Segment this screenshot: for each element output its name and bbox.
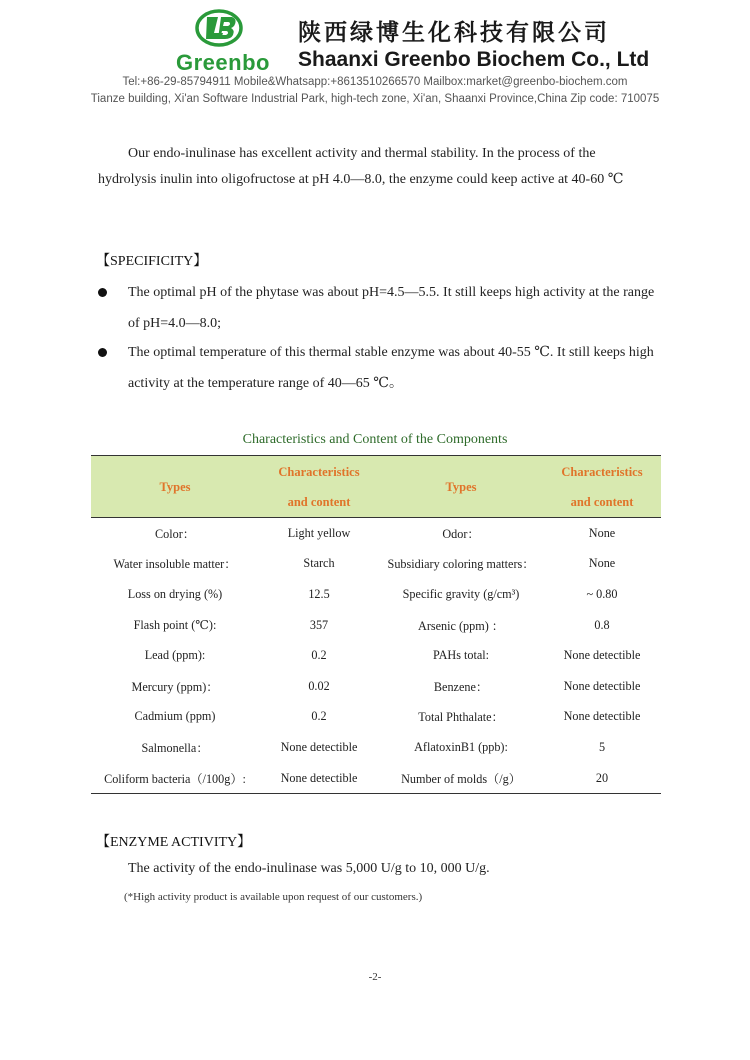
header-char-line1: Characteristics <box>278 464 360 479</box>
table-cell: Arsenic (ppm) ： <box>418 618 504 633</box>
table-cell: 5 <box>598 739 606 754</box>
table-cell: None detectible <box>563 648 641 663</box>
table-cell: Lead (ppm): <box>144 648 206 663</box>
company-address: Tianze building, Xi'an Software Industrial Park, high-tech zone, Xi'an, Shaanxi Province,China Zip code: 710075 <box>90 93 660 105</box>
table-cell: Mercury (ppm)： <box>131 679 219 694</box>
table-cell: 20 <box>543 763 661 794</box>
table-cell: PAHs total: <box>432 648 490 663</box>
header-characteristics <box>543 456 661 518</box>
table-row <box>91 579 661 610</box>
bullet-icon <box>98 288 107 297</box>
table-cell: 0.8 <box>594 617 610 632</box>
components-table <box>91 455 661 794</box>
table-row <box>91 549 661 580</box>
brand-name: Greenbo <box>176 50 270 75</box>
table-cell: None detectible <box>259 763 379 794</box>
table-cell: Subsidiary coloring matters： <box>387 557 535 572</box>
intro-paragraph <box>98 141 654 193</box>
table-cell: Number of molds（/g） <box>379 763 543 794</box>
table-row <box>91 671 661 702</box>
bullet-icon <box>98 348 107 357</box>
table-cell: None detectible <box>280 739 358 754</box>
table-cell: Light yellow <box>287 525 351 540</box>
company-name-chinese: 陕西绿博生化科技有限公司 <box>298 20 610 46</box>
specificity-bullet <box>98 337 658 399</box>
header-types: Types <box>91 456 259 518</box>
table-header-row <box>91 456 661 518</box>
table-cell: 12.5 <box>308 586 330 601</box>
table-cell: None detectible <box>563 709 641 724</box>
table-row <box>91 702 661 733</box>
table-cell: Flash point (℃): <box>133 617 217 632</box>
table-title: Characteristics and Content of the Components <box>242 432 508 447</box>
header-char-line1: Characteristics <box>561 464 643 479</box>
greenbo-logo-icon <box>194 8 244 48</box>
table-row <box>91 610 661 641</box>
company-name-english: Shaanxi Greenbo Biochem Co., Ltd <box>298 48 650 71</box>
intro-unit: ℃ <box>607 172 624 187</box>
enzyme-activity-heading: 【ENZYME ACTIVITY】 <box>96 835 252 850</box>
table-cell: Benzene： <box>433 679 489 694</box>
table-row <box>91 518 661 549</box>
table-cell: None <box>588 556 616 571</box>
table-cell: Color： <box>155 526 195 541</box>
table-cell: Starch <box>303 556 335 571</box>
enzyme-activity-text: The activity of the endo-inulinase was 5,000 U/g to 10, 000 U/g. <box>128 861 490 876</box>
header-char-line2: and content <box>287 494 351 509</box>
intro-text: Our endo-inulinase has excellent activity and thermal stability. In the process of the hydrolysis inulin into oligofructose at pH 4.0—8.0, the enzyme could keep active at 40-60 <box>98 146 608 187</box>
table-cell: Cadmium (ppm) <box>134 709 216 724</box>
bullet-text: The optimal pH of the phytase was about pH=4.5—5.5. It still keeps high activity at the range of pH=4.0—8.0; <box>128 285 655 331</box>
table-row <box>91 763 661 794</box>
table-row <box>91 732 661 763</box>
table-cell: Water insoluble matter： <box>113 557 237 572</box>
table-cell: 0.02 <box>308 678 330 693</box>
table-cell: Salmonella： <box>141 740 209 755</box>
table-row <box>91 640 661 671</box>
header-characteristics <box>259 456 379 518</box>
enzyme-activity-note: (*High activity product is available upon request of our customers.) <box>124 891 423 903</box>
table-cell: Loss on drying (%) <box>127 586 223 601</box>
table-cell: Coliform bacteria（/100g）: <box>91 763 259 794</box>
table-cell: None <box>588 525 616 540</box>
header-types: Types <box>379 456 543 518</box>
contact-info: Tel:+86-29-85794911 Mobile&Whatsapp:+8613510266570 Mailbox:market@greenbo-biochem.com <box>122 76 628 88</box>
table-cell: Specific gravity (g/cm³) <box>402 586 520 601</box>
table-cell: ~ 0.80 <box>586 586 618 601</box>
table-cell: 0.2 <box>311 709 327 724</box>
bullet-text: The optimal temperature of this thermal stable enzyme was about 40-55 ℃. It still keeps high activity at the temperature range of 40—65 ℃。 <box>128 345 654 391</box>
table-cell: 0.2 <box>311 648 327 663</box>
table-cell: 357 <box>309 617 329 632</box>
specificity-heading: 【SPECIFICITY】 <box>96 254 208 269</box>
table-cell: Total Phthalate： <box>418 710 504 725</box>
table-cell: None detectible <box>563 678 641 693</box>
specificity-bullet <box>98 277 658 339</box>
page-number: -2- <box>368 971 382 983</box>
table-cell: AflatoxinB1 (ppb): <box>414 739 508 754</box>
header-char-line2: and content <box>570 494 634 509</box>
table-cell: Odor： <box>442 526 480 541</box>
